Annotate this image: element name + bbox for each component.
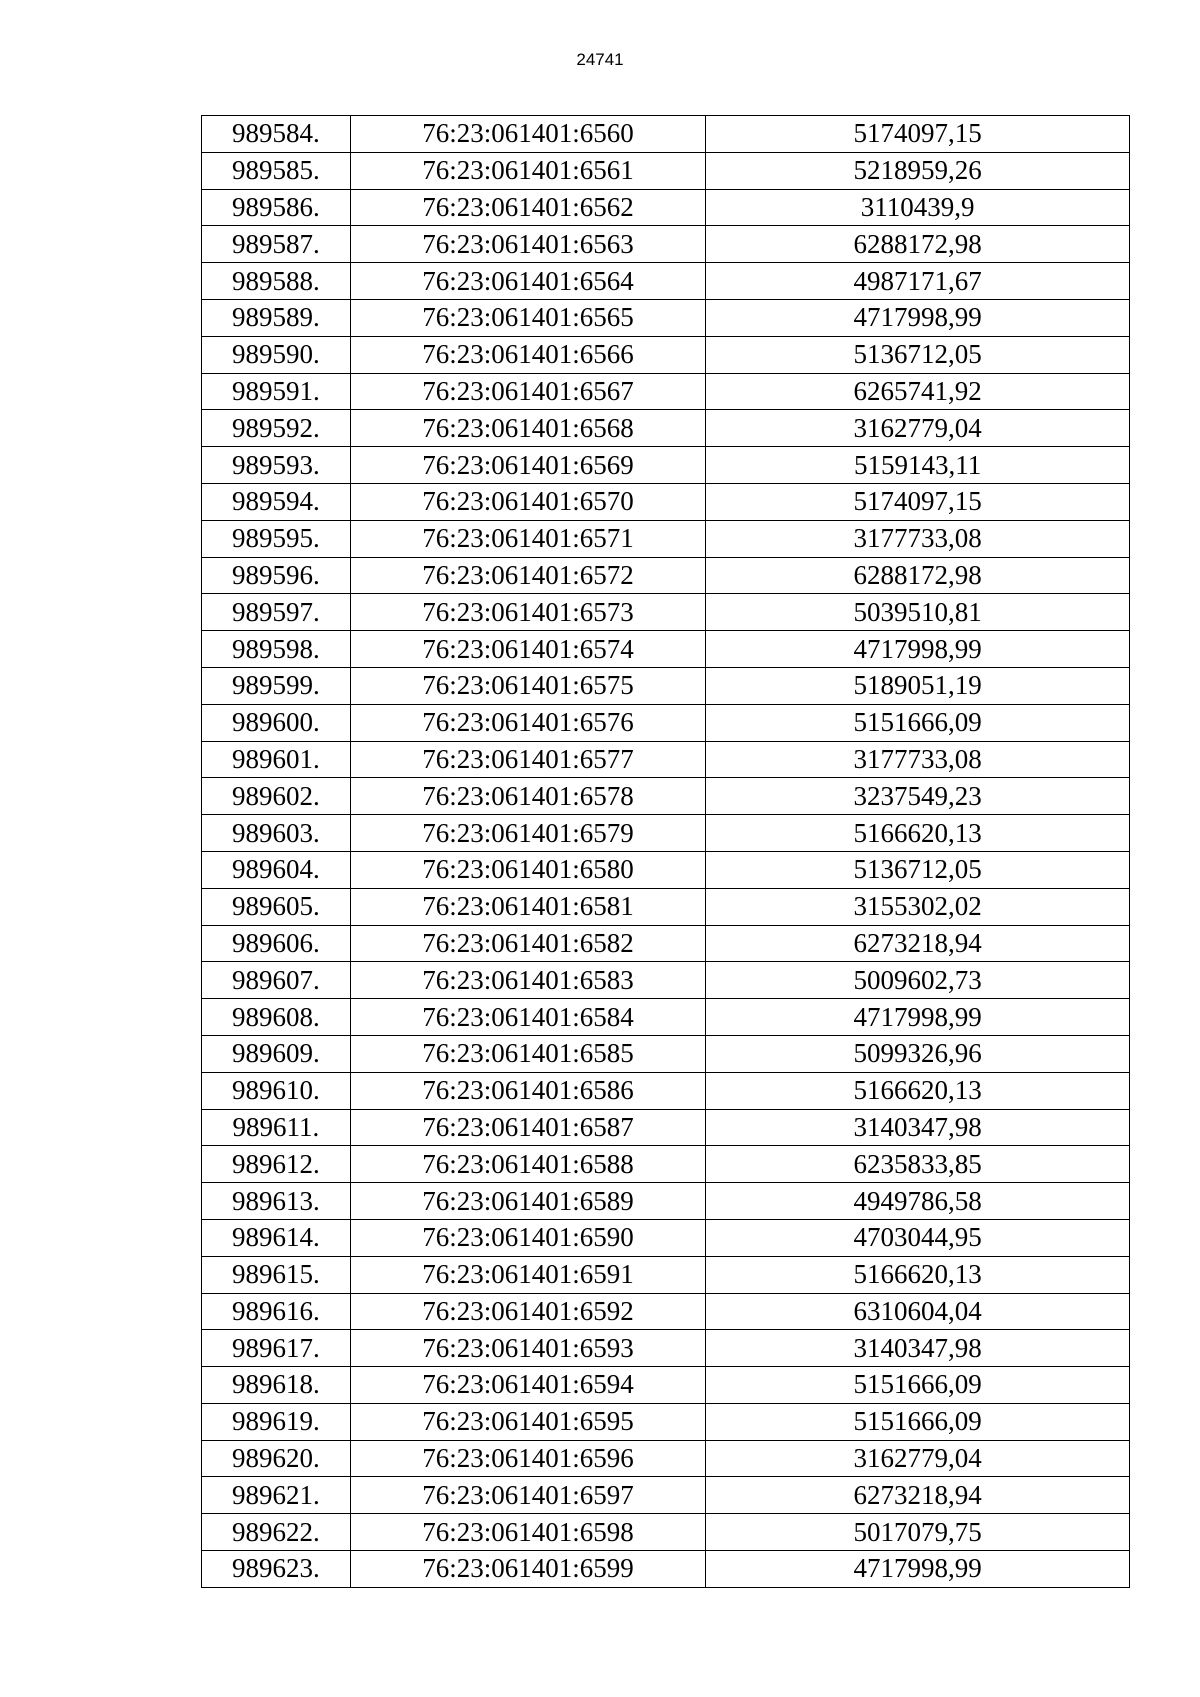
cadastral-number-cell: 76:23:061401:6560 xyxy=(350,116,705,153)
cadastral-value-cell: 5218959,26 xyxy=(706,152,1130,189)
cadastral-value-cell: 4987171,67 xyxy=(706,263,1130,300)
page-number: 24741 xyxy=(576,50,624,69)
cadastral-value-cell: 5099326,96 xyxy=(706,1035,1130,1072)
table-row xyxy=(202,631,1130,668)
row-number-cell: 989616. xyxy=(202,1293,351,1330)
cadastral-value-cell: 5166620,13 xyxy=(706,1256,1130,1293)
table-row xyxy=(202,1477,1130,1514)
table-row xyxy=(202,447,1130,484)
cadastral-value-cell: 5039510,81 xyxy=(706,594,1130,631)
row-number-cell: 989620. xyxy=(202,1440,351,1477)
table-row xyxy=(202,815,1130,852)
cadastral-number-cell: 76:23:061401:6576 xyxy=(350,704,705,741)
table-row xyxy=(202,483,1130,520)
table-row xyxy=(202,1293,1130,1330)
cadastral-value-cell: 6235833,85 xyxy=(706,1146,1130,1183)
cadastral-value-cell: 3155302,02 xyxy=(706,888,1130,925)
cadastral-value-cell: 3140347,98 xyxy=(706,1109,1130,1146)
cadastral-number-cell: 76:23:061401:6588 xyxy=(350,1146,705,1183)
cadastral-number-cell: 76:23:061401:6599 xyxy=(350,1551,705,1588)
cadastral-value-cell: 5151666,09 xyxy=(706,1403,1130,1440)
cadastral-value-cell: 6288172,98 xyxy=(706,557,1130,594)
cadastral-value-cell: 5166620,13 xyxy=(706,815,1130,852)
table-row xyxy=(202,594,1130,631)
cadastral-value-cell: 5151666,09 xyxy=(706,704,1130,741)
cadastral-number-cell: 76:23:061401:6568 xyxy=(350,410,705,447)
table-row xyxy=(202,1183,1130,1220)
cadastral-value-cell: 3177733,08 xyxy=(706,520,1130,557)
table-row xyxy=(202,1146,1130,1183)
row-number-cell: 989606. xyxy=(202,925,351,962)
row-number-cell: 989613. xyxy=(202,1183,351,1220)
row-number-cell: 989599. xyxy=(202,667,351,704)
row-number-cell: 989622. xyxy=(202,1514,351,1551)
row-number-cell: 989617. xyxy=(202,1330,351,1367)
table-row xyxy=(202,189,1130,226)
cadastral-value-cell: 3110439,9 xyxy=(706,189,1130,226)
table-row xyxy=(202,116,1130,153)
cadastral-value-cell: 5166620,13 xyxy=(706,1072,1130,1109)
cadastral-number-cell: 76:23:061401:6580 xyxy=(350,851,705,888)
cadastral-number-cell: 76:23:061401:6564 xyxy=(350,263,705,300)
cadastral-value-table xyxy=(201,115,1130,1588)
row-number-cell: 989619. xyxy=(202,1403,351,1440)
cadastral-number-cell: 76:23:061401:6595 xyxy=(350,1403,705,1440)
row-number-cell: 989588. xyxy=(202,263,351,300)
cadastral-value-cell: 5174097,15 xyxy=(706,483,1130,520)
cadastral-value-cell: 5159143,11 xyxy=(706,447,1130,484)
row-number-cell: 989589. xyxy=(202,299,351,336)
cadastral-number-cell: 76:23:061401:6577 xyxy=(350,741,705,778)
table-row xyxy=(202,1035,1130,1072)
row-number-cell: 989586. xyxy=(202,189,351,226)
table-row xyxy=(202,1330,1130,1367)
cadastral-number-cell: 76:23:061401:6590 xyxy=(350,1219,705,1256)
row-number-cell: 989597. xyxy=(202,594,351,631)
cadastral-value-cell: 5136712,05 xyxy=(706,851,1130,888)
table-row xyxy=(202,1072,1130,1109)
row-number-cell: 989612. xyxy=(202,1146,351,1183)
row-number-cell: 989587. xyxy=(202,226,351,263)
cadastral-value-cell: 4717998,99 xyxy=(706,299,1130,336)
cadastral-number-cell: 76:23:061401:6579 xyxy=(350,815,705,852)
cadastral-number-cell: 76:23:061401:6567 xyxy=(350,373,705,410)
row-number-cell: 989601. xyxy=(202,741,351,778)
cadastral-number-cell: 76:23:061401:6563 xyxy=(350,226,705,263)
table-row xyxy=(202,704,1130,741)
cadastral-value-cell: 3162779,04 xyxy=(706,1440,1130,1477)
cadastral-number-cell: 76:23:061401:6598 xyxy=(350,1514,705,1551)
row-number-cell: 989604. xyxy=(202,851,351,888)
cadastral-value-cell: 5136712,05 xyxy=(706,336,1130,373)
cadastral-number-cell: 76:23:061401:6561 xyxy=(350,152,705,189)
cadastral-value-cell: 6273218,94 xyxy=(706,925,1130,962)
table-row xyxy=(202,1367,1130,1404)
table-row xyxy=(202,741,1130,778)
cadastral-number-cell: 76:23:061401:6583 xyxy=(350,962,705,999)
row-number-cell: 989600. xyxy=(202,704,351,741)
row-number-cell: 989608. xyxy=(202,999,351,1036)
cadastral-number-cell: 76:23:061401:6594 xyxy=(350,1367,705,1404)
cadastral-number-cell: 76:23:061401:6578 xyxy=(350,778,705,815)
cadastral-value-cell: 4717998,99 xyxy=(706,631,1130,668)
row-number-cell: 989605. xyxy=(202,888,351,925)
cadastral-value-cell: 4717998,99 xyxy=(706,999,1130,1036)
row-number-cell: 989598. xyxy=(202,631,351,668)
table-row xyxy=(202,667,1130,704)
cadastral-number-cell: 76:23:061401:6593 xyxy=(350,1330,705,1367)
cadastral-number-cell: 76:23:061401:6589 xyxy=(350,1183,705,1220)
cadastral-number-cell: 76:23:061401:6562 xyxy=(350,189,705,226)
row-number-cell: 989590. xyxy=(202,336,351,373)
cadastral-number-cell: 76:23:061401:6572 xyxy=(350,557,705,594)
table-row xyxy=(202,557,1130,594)
table-row xyxy=(202,520,1130,557)
table-row xyxy=(202,1514,1130,1551)
table-row xyxy=(202,226,1130,263)
row-number-cell: 989594. xyxy=(202,483,351,520)
cadastral-number-cell: 76:23:061401:6585 xyxy=(350,1035,705,1072)
cadastral-number-cell: 76:23:061401:6597 xyxy=(350,1477,705,1514)
table-row xyxy=(202,336,1130,373)
cadastral-number-cell: 76:23:061401:6570 xyxy=(350,483,705,520)
table-row xyxy=(202,299,1130,336)
cadastral-number-cell: 76:23:061401:6584 xyxy=(350,999,705,1036)
row-number-cell: 989623. xyxy=(202,1551,351,1588)
table-row xyxy=(202,1109,1130,1146)
cadastral-value-cell: 3140347,98 xyxy=(706,1330,1130,1367)
cadastral-value-cell: 3162779,04 xyxy=(706,410,1130,447)
row-number-cell: 989607. xyxy=(202,962,351,999)
table-row xyxy=(202,851,1130,888)
row-number-cell: 989615. xyxy=(202,1256,351,1293)
row-number-cell: 989595. xyxy=(202,520,351,557)
table-body xyxy=(202,116,1130,1588)
cadastral-number-cell: 76:23:061401:6571 xyxy=(350,520,705,557)
table-row xyxy=(202,778,1130,815)
cadastral-number-cell: 76:23:061401:6575 xyxy=(350,667,705,704)
row-number-cell: 989609. xyxy=(202,1035,351,1072)
cadastral-value-cell: 4717998,99 xyxy=(706,1551,1130,1588)
cadastral-value-cell: 6273218,94 xyxy=(706,1477,1130,1514)
table-row xyxy=(202,373,1130,410)
table-row xyxy=(202,263,1130,300)
row-number-cell: 989618. xyxy=(202,1367,351,1404)
row-number-cell: 989610. xyxy=(202,1072,351,1109)
cadastral-number-cell: 76:23:061401:6587 xyxy=(350,1109,705,1146)
cadastral-number-cell: 76:23:061401:6566 xyxy=(350,336,705,373)
cadastral-value-cell: 6310604,04 xyxy=(706,1293,1130,1330)
row-number-cell: 989603. xyxy=(202,815,351,852)
table-row xyxy=(202,1256,1130,1293)
cadastral-value-cell: 4949786,58 xyxy=(706,1183,1130,1220)
row-number-cell: 989596. xyxy=(202,557,351,594)
cadastral-number-cell: 76:23:061401:6565 xyxy=(350,299,705,336)
cadastral-number-cell: 76:23:061401:6591 xyxy=(350,1256,705,1293)
cadastral-number-cell: 76:23:061401:6569 xyxy=(350,447,705,484)
cadastral-value-cell: 5189051,19 xyxy=(706,667,1130,704)
cadastral-value-cell: 4703044,95 xyxy=(706,1219,1130,1256)
cadastral-number-cell: 76:23:061401:6582 xyxy=(350,925,705,962)
table-row xyxy=(202,1551,1130,1588)
table-row xyxy=(202,1403,1130,1440)
row-number-cell: 989621. xyxy=(202,1477,351,1514)
row-number-cell: 989591. xyxy=(202,373,351,410)
cadastral-number-cell: 76:23:061401:6592 xyxy=(350,1293,705,1330)
row-number-cell: 989614. xyxy=(202,1219,351,1256)
row-number-cell: 989585. xyxy=(202,152,351,189)
table-row xyxy=(202,962,1130,999)
cadastral-value-cell: 5151666,09 xyxy=(706,1367,1130,1404)
row-number-cell: 989602. xyxy=(202,778,351,815)
table-row xyxy=(202,1440,1130,1477)
cadastral-number-cell: 76:23:061401:6596 xyxy=(350,1440,705,1477)
cadastral-value-cell: 3177733,08 xyxy=(706,741,1130,778)
table-row xyxy=(202,999,1130,1036)
table-row xyxy=(202,925,1130,962)
table-row xyxy=(202,152,1130,189)
cadastral-number-cell: 76:23:061401:6581 xyxy=(350,888,705,925)
table-row xyxy=(202,410,1130,447)
cadastral-number-cell: 76:23:061401:6574 xyxy=(350,631,705,668)
table-row xyxy=(202,1219,1130,1256)
cadastral-value-cell: 5017079,75 xyxy=(706,1514,1130,1551)
cadastral-value-cell: 5174097,15 xyxy=(706,116,1130,153)
row-number-cell: 989592. xyxy=(202,410,351,447)
cadastral-value-cell: 6265741,92 xyxy=(706,373,1130,410)
table-row xyxy=(202,888,1130,925)
cadastral-number-cell: 76:23:061401:6586 xyxy=(350,1072,705,1109)
cadastral-value-cell: 5009602,73 xyxy=(706,962,1130,999)
row-number-cell: 989611. xyxy=(202,1109,351,1146)
row-number-cell: 989584. xyxy=(202,116,351,153)
cadastral-value-cell: 6288172,98 xyxy=(706,226,1130,263)
cadastral-number-cell: 76:23:061401:6573 xyxy=(350,594,705,631)
cadastral-value-cell: 3237549,23 xyxy=(706,778,1130,815)
row-number-cell: 989593. xyxy=(202,447,351,484)
